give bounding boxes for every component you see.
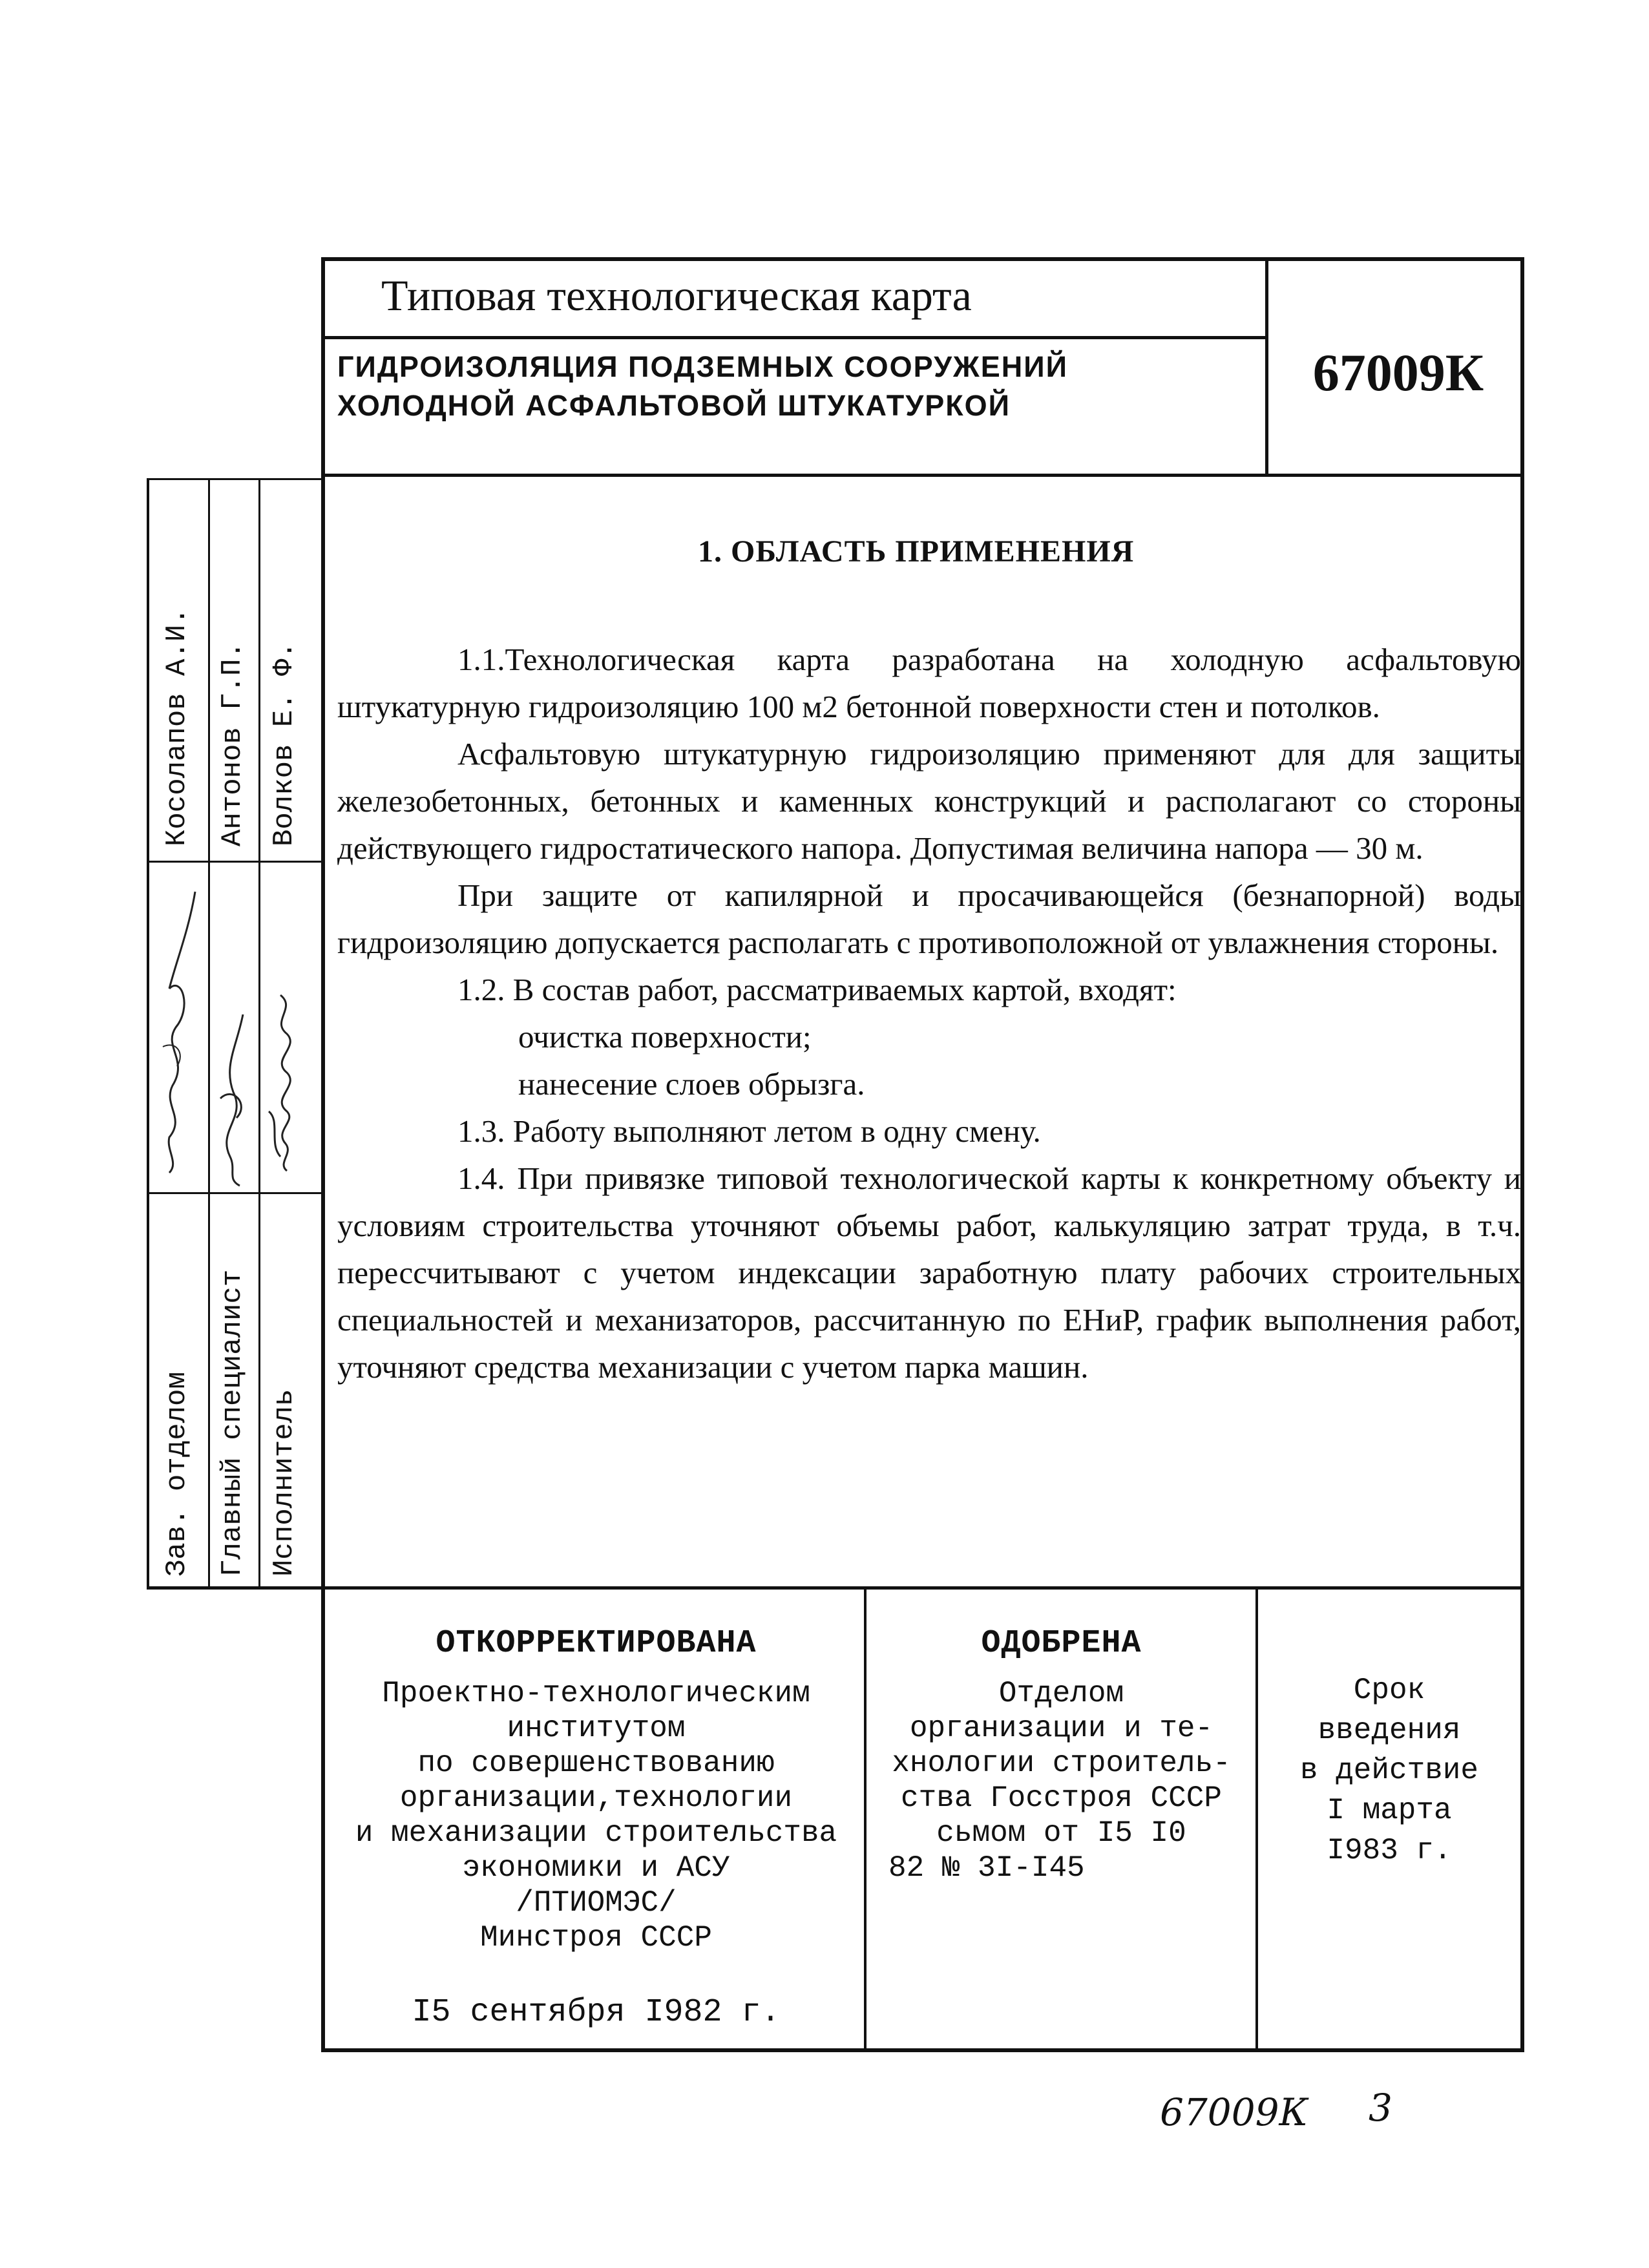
document-title: [337, 348, 1068, 425]
stamp-approved-line-4: ства Госстроя СССР: [901, 1781, 1222, 1815]
document-type: Типовая технологическая карта: [381, 271, 972, 320]
paragraph-1-2: 1.2. В состав работ, рассматриваемых картой, входят:: [457, 972, 1177, 1007]
paragraph-2: Асфальтовую штукатурную гидроизоляцию применяют для для защиты железобетонных, бетонных и каменных конструкций и располагают со стороны действующего гидростатического напора. Допустимая величина напора — 30 м.: [337, 736, 1521, 866]
section-body: [337, 636, 1521, 1391]
stamp-corrected-line-1: Проектно-технологическим: [382, 1677, 810, 1710]
stamp-effective-line-5: I983 г.: [1327, 1834, 1452, 1867]
stamp-approved-line-1: Отделом: [998, 1677, 1124, 1710]
document-code: 67009К: [1312, 343, 1484, 402]
stamp-corrected: [330, 1625, 863, 2030]
stamp-approved-line-5: сьмом от I5 I0: [936, 1816, 1186, 1850]
stamp-corrected-line-8: Минстроя СССР: [480, 1921, 712, 1955]
stamp-approved-heading: ОДОБРЕНА: [981, 1625, 1142, 1662]
stamp-effective: [1260, 1670, 1518, 1871]
signature-2: [211, 1008, 257, 1189]
strip-col-divider-2: [258, 478, 260, 1588]
document-title-line-2: ХОЛОДНОЙ АСФАЛЬТОВОЙ ШТУКАТУРКОЙ: [337, 389, 1011, 422]
stamp-divider-2: [1255, 1586, 1258, 2052]
stamp-corrected-line-5: и механизации строительства: [355, 1816, 837, 1850]
stamp-effective-line-1: Срок: [1353, 1674, 1425, 1707]
stamp-corrected-line-7: /ПТИОМЭС/: [516, 1886, 677, 1920]
stamp-effective-line-2: введения: [1318, 1714, 1461, 1747]
signature-1: [150, 879, 207, 1182]
work-item-2: нанесение слоев обрызга.: [518, 1066, 865, 1102]
paragraph-1-3: 1.3. Работу выполняют летом в одну смену.: [457, 1113, 1041, 1149]
paragraph-1-1: 1.1.Технологическая карта разработана на холодную асфальтовую штукатурную гидроизоляцию 100 м2 бетонной поверхности стен и потолков.: [337, 642, 1521, 724]
stamp-approved-line-6: 82 № 3I-I45: [888, 1851, 1085, 1885]
footer-code: 67009К: [1160, 2090, 1308, 2134]
stamp-corrected-line-6: экономики и АСУ: [462, 1851, 730, 1885]
strip-row-divider-2: [147, 1192, 325, 1194]
stamp-approved-line-2: организации и те-: [909, 1712, 1213, 1745]
stamp-corrected-heading: ОТКОРРЕКТИРОВАНА: [436, 1625, 757, 1662]
body-bottom-border: [147, 1586, 1524, 1590]
page-number: 3: [1369, 2086, 1392, 2130]
strip-row-divider-1: [147, 861, 325, 863]
signatory-position-3: Исполнитель: [268, 1389, 300, 1577]
stamp-corrected-line-2: институтом: [507, 1712, 686, 1745]
strip-left-border: [147, 478, 149, 1588]
signatory-name-2: Антонов Г.П.: [216, 642, 249, 846]
section-heading: 1. ОБЛАСТЬ ПРИМЕНЕНИЯ: [698, 534, 1135, 569]
stamp-approved-line-3: хнологии строитель-: [892, 1747, 1231, 1780]
frame-left-border: [321, 257, 325, 2052]
paragraph-3: При защите от капилярной и просачивающейся (безнапорной) воды гидроизоляцию допускается располагать с противоположной от увлажнения стороны.: [337, 877, 1521, 960]
signatory-name-3: Волков Е. Ф.: [268, 642, 300, 846]
stamp-effective-line-3: в действие: [1299, 1754, 1479, 1787]
stamp-divider-1: [864, 1586, 867, 2052]
strip-col-divider-1: [208, 478, 210, 1588]
strip-top-border: [147, 478, 325, 480]
document-title-line-1: ГИДРОИЗОЛЯЦИЯ ПОДЗЕМНЫХ СООРУЖЕНИЙ: [337, 350, 1068, 383]
stamp-corrected-line-3: по совершенствованию: [417, 1747, 775, 1780]
frame-top-border: [321, 257, 1524, 261]
stamp-corrected-line-4: организации,технологии: [399, 1781, 793, 1815]
header-divider-horizontal: [321, 336, 1267, 339]
stamp-effective-line-4: I марта: [1327, 1794, 1452, 1827]
signatory-position-1: Зав. отделом: [161, 1372, 193, 1577]
stamp-approved: [869, 1625, 1254, 1885]
signature-3: [261, 982, 306, 1176]
stamp-corrected-date: I5 сентября I982 г.: [412, 1994, 781, 2031]
paragraph-1-4: 1.4. При привязке типовой технологической карты к конкретному объекту и условиям строительства уточняют объемы работ, калькуляцию затрат труда, в т.ч. перессчитывают с учетом индексации заработную плату рабочих строительных специальностей и механизаторов, рассчитанную по ЕНиР, график выполнения работ, уточняют средства механизации с учетом парка машин.: [337, 1160, 1521, 1385]
signatory-name-1: Косолапов А.И.: [161, 607, 193, 846]
signatory-position-2: Главный специалист: [216, 1269, 249, 1577]
work-item-1: очистка поверхности;: [518, 1019, 812, 1055]
header-bottom-border: [321, 474, 1524, 477]
frame-bottom-border: [321, 2048, 1524, 2052]
header-divider-vertical: [1265, 257, 1268, 476]
